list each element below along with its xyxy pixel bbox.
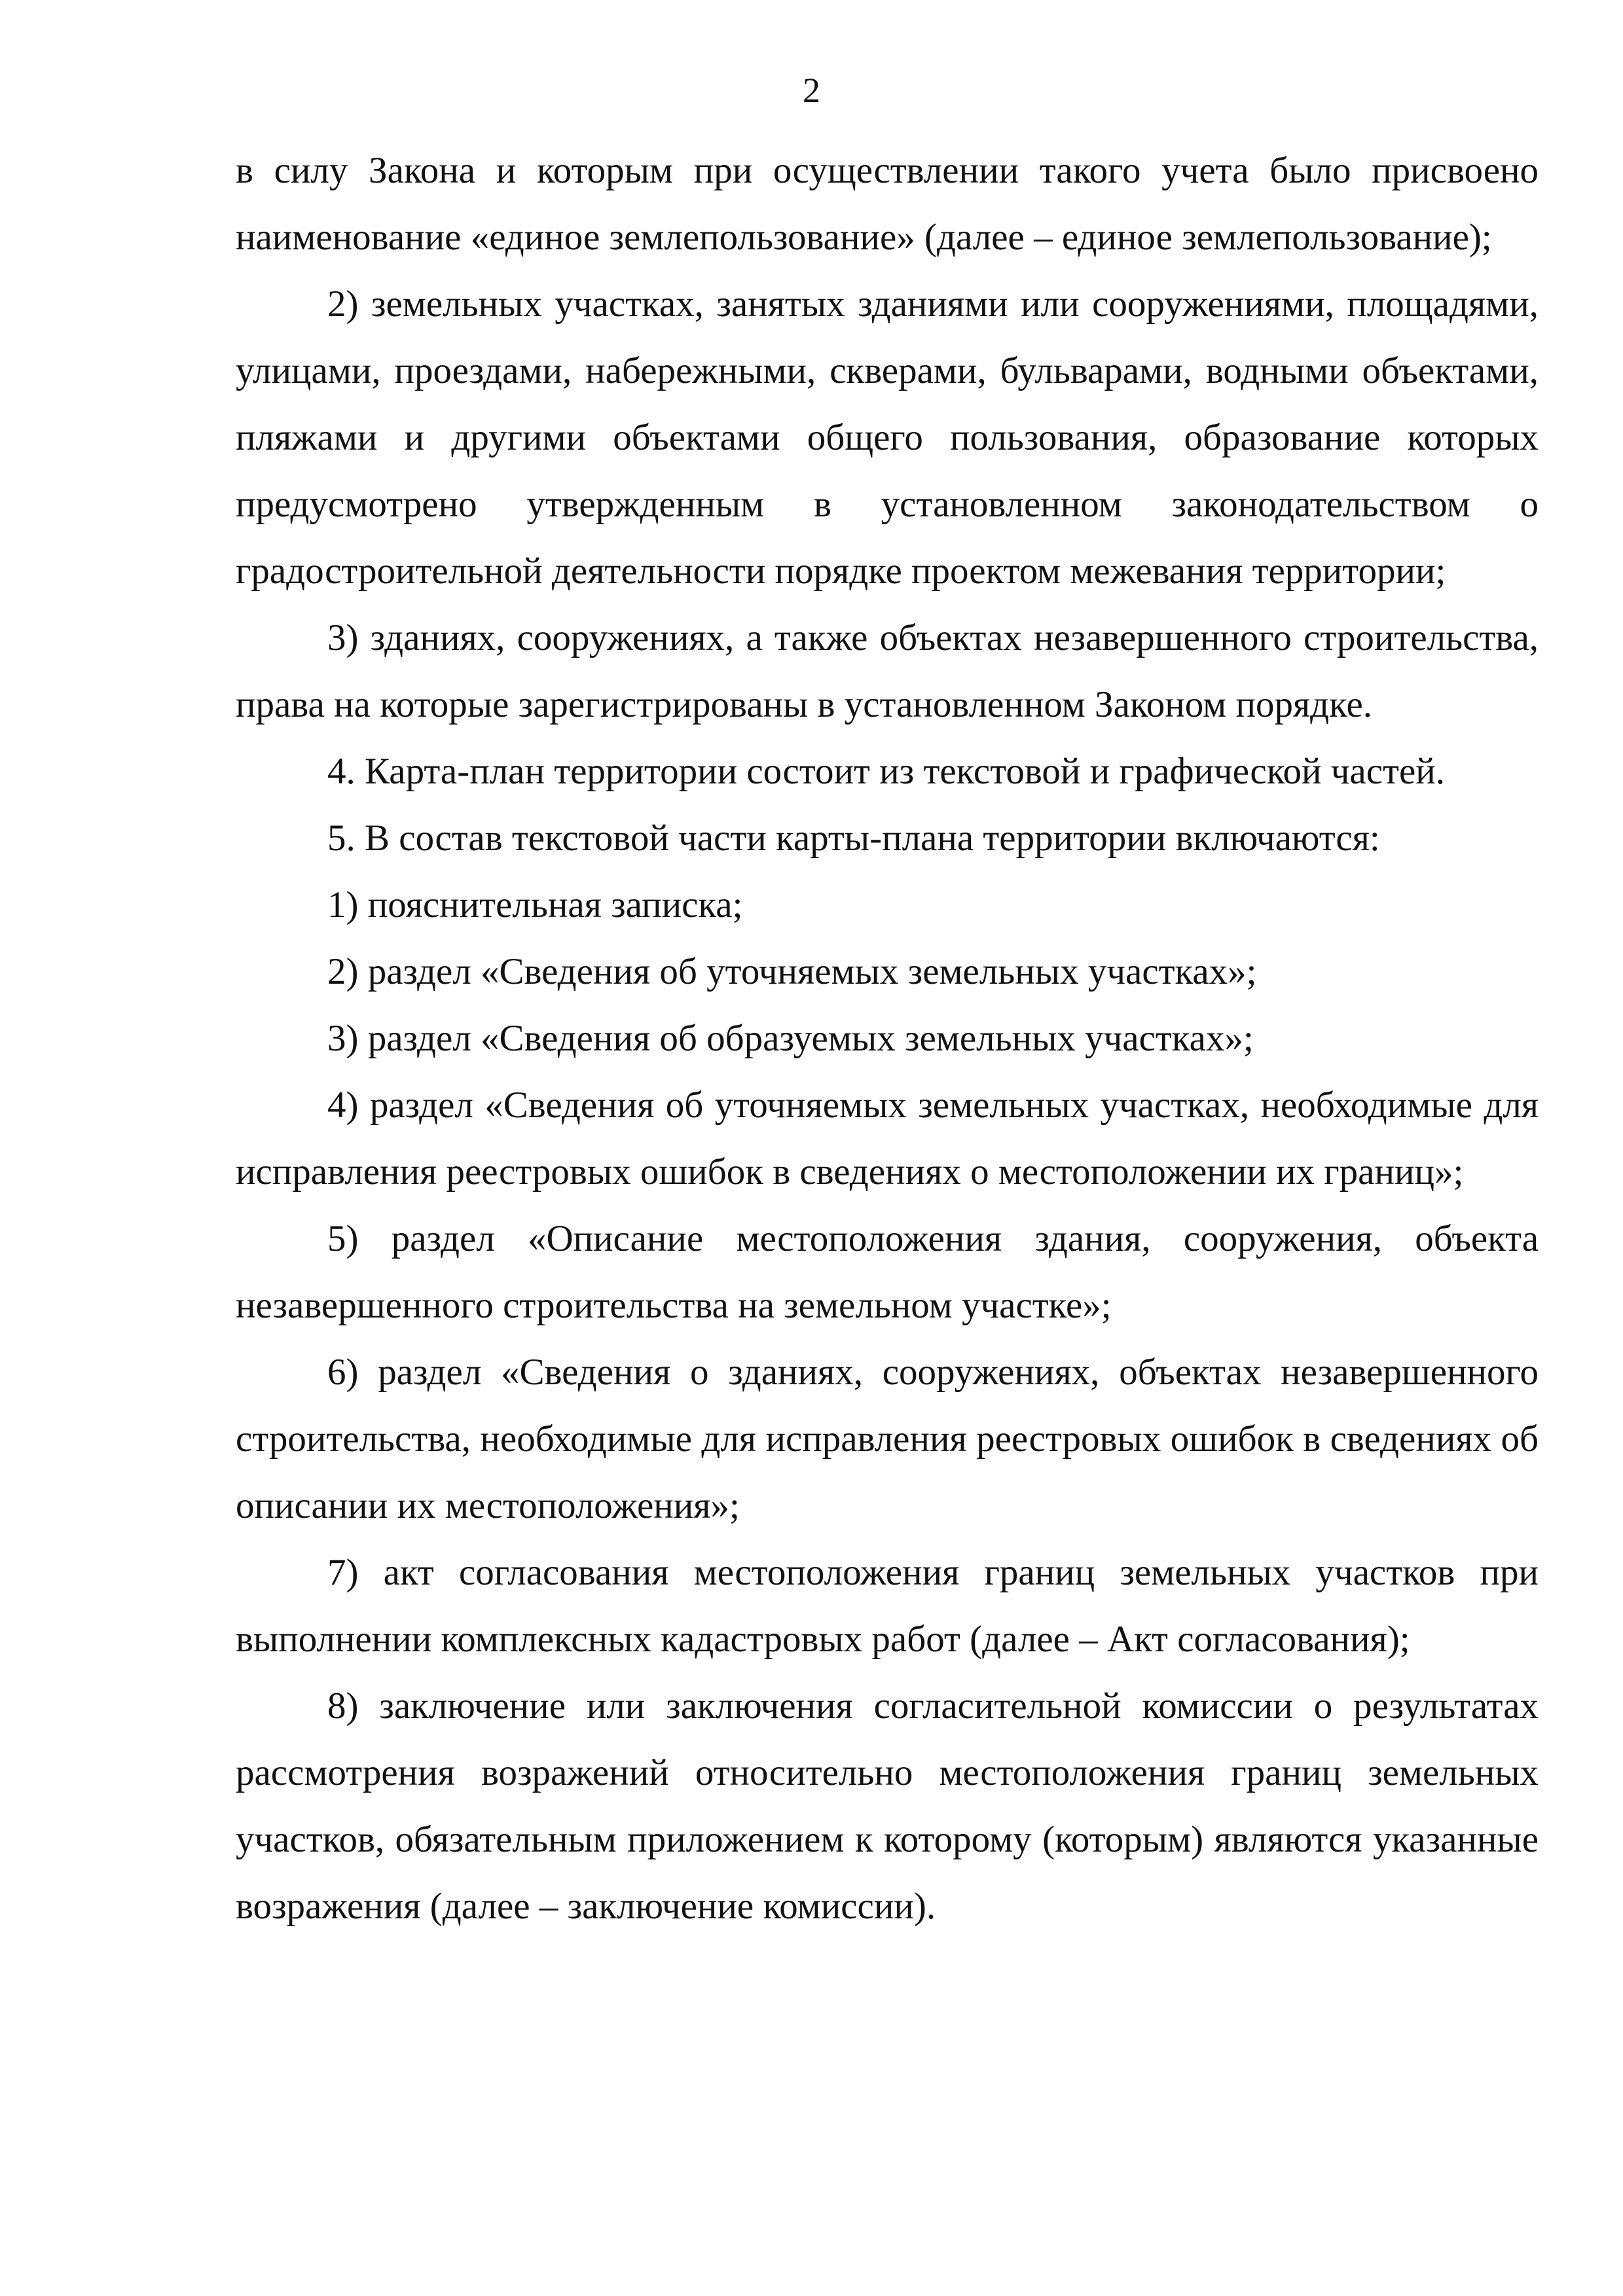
list-item-1-explanatory-note: 1) пояснительная записка; [327,884,743,925]
clause-4-map-plan: 4. Карта-план территории состоит из текстовой и графической частей. [327,751,1445,792]
list-item-6-buildings-info: 6) раздел «Сведения о зданиях, сооружениях, объектах незавершенного строительства, необходимые для исправления реестровых ошибок в сведениях об описании их местоположения»; [236,1352,1539,1526]
list-item-3-buildings: 3) зданиях, сооружениях, а также объектах незавершенного строительства, права на которые зарегистрированы в установленном Законом порядке. [236,617,1539,725]
document-body [236,137,1539,1940]
clause-5-text-part: 5. В состав текстовой части карты-плана территории включаются: [327,817,1380,859]
list-item-2-refined-plots: 2) раздел «Сведения об уточняемых земельных участках»; [327,951,1257,992]
paragraph-continuation: в силу Закона и которым при осуществлении такого учета было присвоено наименование «единое землепользование» (далее – единое землепользование); [236,150,1539,258]
list-item-8-commission-conclusion: 8) заключение или заключения согласительной комиссии о результатах рассмотрения возражений относительно местоположения границ земельных участков, обязательным приложением к которому (которым) являются указанные возражения (далее – заключение комиссии). [236,1685,1539,1927]
page-number: 2 [803,71,820,110]
list-item-7-agreement-act: 7) акт согласования местоположения границ земельных участков при выполнении комплексных кадастровых работ (далее – Акт согласования); [236,1552,1539,1660]
list-item-3-formed-plots: 3) раздел «Сведения об образуемых земельных участках»; [327,1018,1254,1059]
list-item-5-location-description: 5) раздел «Описание местоположения здания, сооружения, объекта незавершенного строительства на земельном участке»; [236,1218,1539,1326]
list-item-4-registry-errors: 4) раздел «Сведения об уточняемых земельных участках, необходимые для исправления реестровых ошибок в сведениях о местоположении их границ»; [236,1085,1539,1193]
list-item-2-land-plots: 2) земельных участках, занятых зданиями или сооружениями, площадями, улицами, проездами, набережными, скверами, бульварами, водными объектами, пляжами и другими объектами общего пользования, образование которых предусмотрено утвержденным в установленном законодательством о градостроительной деятельности порядке проектом межевания территории; [236,283,1539,592]
